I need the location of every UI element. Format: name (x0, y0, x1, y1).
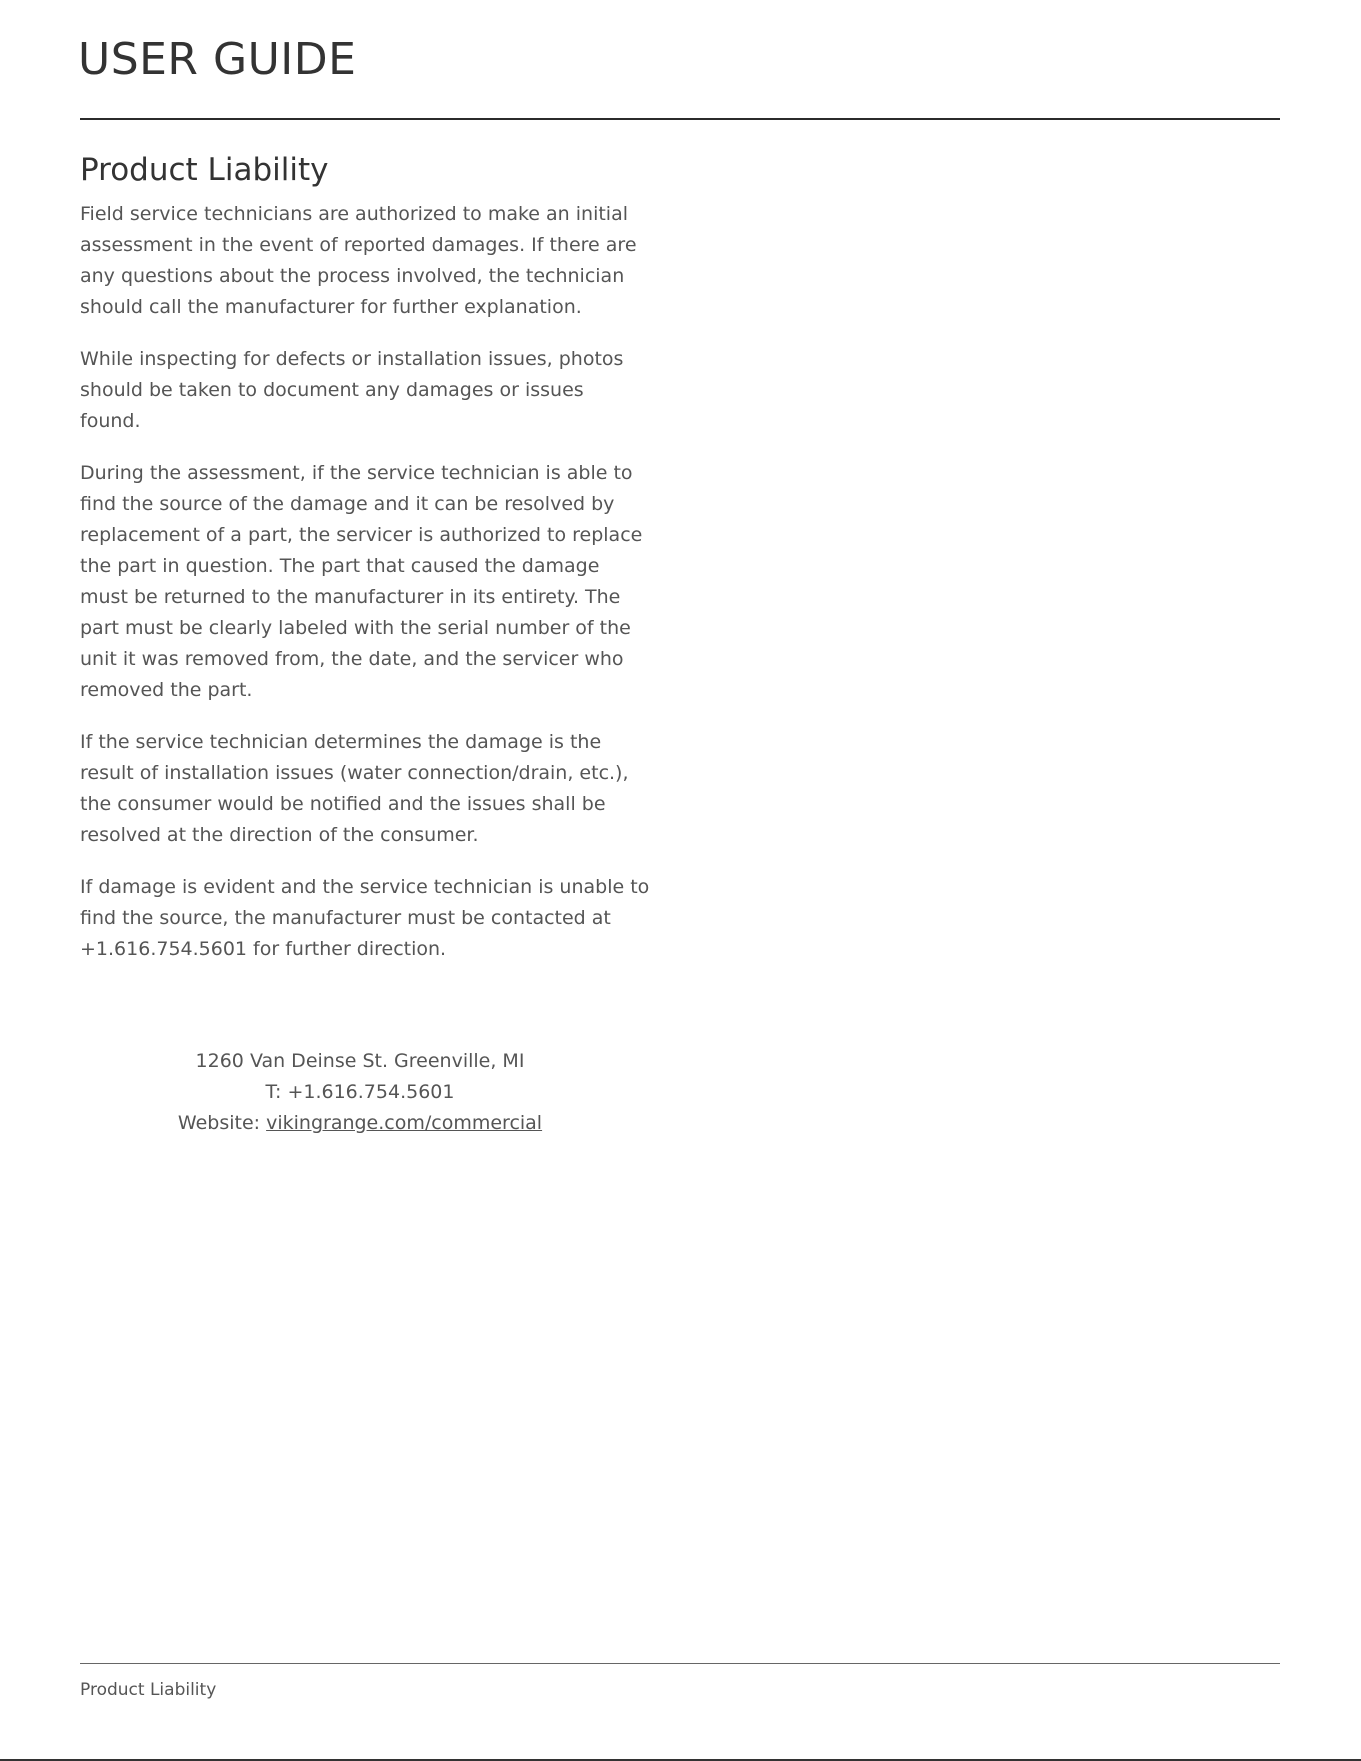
paragraph-part-replacement: During the assessment, if the service technician is able to find the source of the damage and it can be resolved by replacement of a part, the servicer is authorized to replace the part in question. The part that caused the damage must be returned to the manufacturer in its entirety. The part must be clearly labeled with the serial number of the unit it was removed from, the date, and the servicer who removed the part. (80, 462, 643, 702)
contact-address: 1260 Van Deinse St. Greenville, MI (195, 1050, 525, 1072)
footer-section-label: Product Liability (80, 1680, 217, 1700)
contact-website (80, 1108, 640, 1139)
product-liability-section (80, 150, 650, 986)
footer-divider (80, 1663, 1280, 1664)
contact-phone: T: +1.616.754.5601 (265, 1081, 455, 1103)
website-link[interactable]: vikingrange.com/commercial (266, 1112, 543, 1134)
paragraph-photos: While inspecting for defects or installation issues, photos should be taken to document any damages or issues found. (80, 348, 624, 433)
paragraph-contact-manufacturer: If damage is evident and the service technician is unable to find the source, the manufacturer must be contacted at +1.616.754.5601 for further direction. (80, 876, 650, 961)
contact-block (80, 1046, 640, 1139)
paragraph-installation-issues: If the service technician determines the damage is the result of installation issues (water connection/drain, etc.), the consumer would be notified and the issues shall be resolved at the direction of the consumer. (80, 731, 629, 847)
header-divider (80, 118, 1280, 120)
page-title: USER GUIDE (78, 34, 357, 85)
section-heading: Product Liability (80, 152, 329, 188)
paragraph-initial-assessment: Field service technicians are authorized to make an initial assessment in the event of reported damages. If there are any questions about the process involved, the technician should call the manufacturer for further explanation. (80, 203, 637, 319)
website-label: Website: (177, 1112, 261, 1134)
